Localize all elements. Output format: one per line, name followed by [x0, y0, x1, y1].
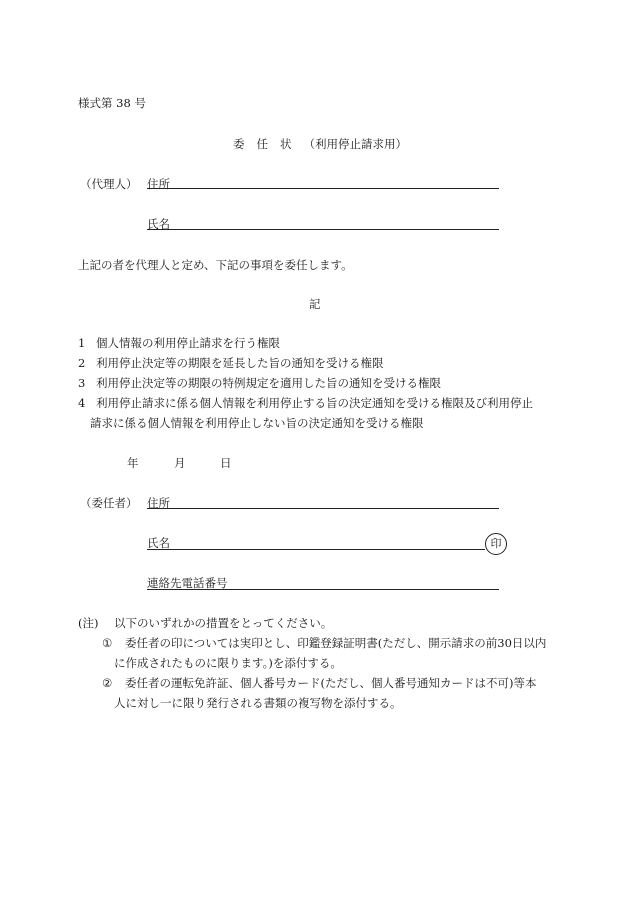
note-1-line-2: に作成されたものに限ります。)を添付する。 [114, 656, 342, 670]
item-number: 2 [78, 356, 86, 370]
delegation-text: 上記の者を代理人と定め、下記の事項を委任します。 [78, 258, 353, 272]
title-char-2: 任 [256, 137, 268, 151]
agent-role-label: （代理人） [80, 177, 138, 191]
agent-name-label: 氏名 [147, 217, 170, 231]
form-number: 様式第 38 号 [78, 96, 146, 110]
principal-phone-field[interactable] [147, 589, 499, 590]
principal-name-label: 氏名 [147, 536, 170, 550]
agent-address-field[interactable] [147, 188, 499, 189]
date-year: 年 [127, 456, 139, 470]
item-text: 利用停止請求に係る個人情報を利用停止する旨の決定通知を受ける権限及び利用停止 [96, 396, 533, 410]
item-text: 利用停止決定等の期限の特例規定を適用した旨の通知を受ける権限 [96, 376, 441, 390]
note-1-mark: ① [102, 636, 113, 650]
note-1-line-1: 委任者の印については実印とし、印鑑登録証明書(ただし、開示請求の前30日以内 [125, 636, 547, 650]
ki-heading: 記 [309, 297, 321, 311]
principal-address-field[interactable] [147, 508, 499, 509]
item-number: 3 [78, 376, 86, 390]
note-label: (注) [78, 616, 99, 630]
agent-name-field[interactable] [147, 229, 499, 230]
date-month: 月 [174, 456, 186, 470]
principal-role-label: （委任者） [80, 496, 138, 510]
item-text: 個人情報の利用停止請求を行う権限 [96, 336, 280, 350]
note-2-mark: ② [102, 676, 113, 690]
title-char-1: 委 [233, 137, 245, 151]
principal-phone-label: 連絡先電話番号 [147, 576, 228, 590]
date-day: 日 [220, 456, 232, 470]
title-subtitle: （利用停止請求用） [303, 137, 407, 151]
seal-stamp: 印 [485, 533, 507, 555]
document-title [233, 139, 407, 151]
list-item [78, 398, 533, 410]
note-2-line-1: 委任者の運転免許証、個人番号カード(ただし、個人番号通知カードは不可)等本 [125, 676, 537, 690]
note-intro: 以下のいずれかの措置をとってください。 [114, 616, 333, 630]
item-number: 1 [78, 336, 86, 350]
agent-address-label: 住所 [147, 177, 170, 191]
list-item [78, 378, 441, 390]
item-text: 利用停止決定等の期限を延長した旨の通知を受ける権限 [96, 356, 384, 370]
principal-address-label: 住所 [147, 496, 170, 510]
note-2-line-2: 人に対し一に限り発行される書類の複写物を添付する。 [114, 696, 402, 710]
title-char-3: 状 [280, 137, 292, 151]
principal-name-field[interactable] [147, 549, 485, 550]
item-number: 4 [78, 396, 86, 410]
list-item [78, 338, 280, 350]
list-item-continuation: 請求に係る個人情報を利用停止しない旨の決定通知を受ける権限 [90, 416, 424, 430]
list-item [78, 358, 384, 370]
